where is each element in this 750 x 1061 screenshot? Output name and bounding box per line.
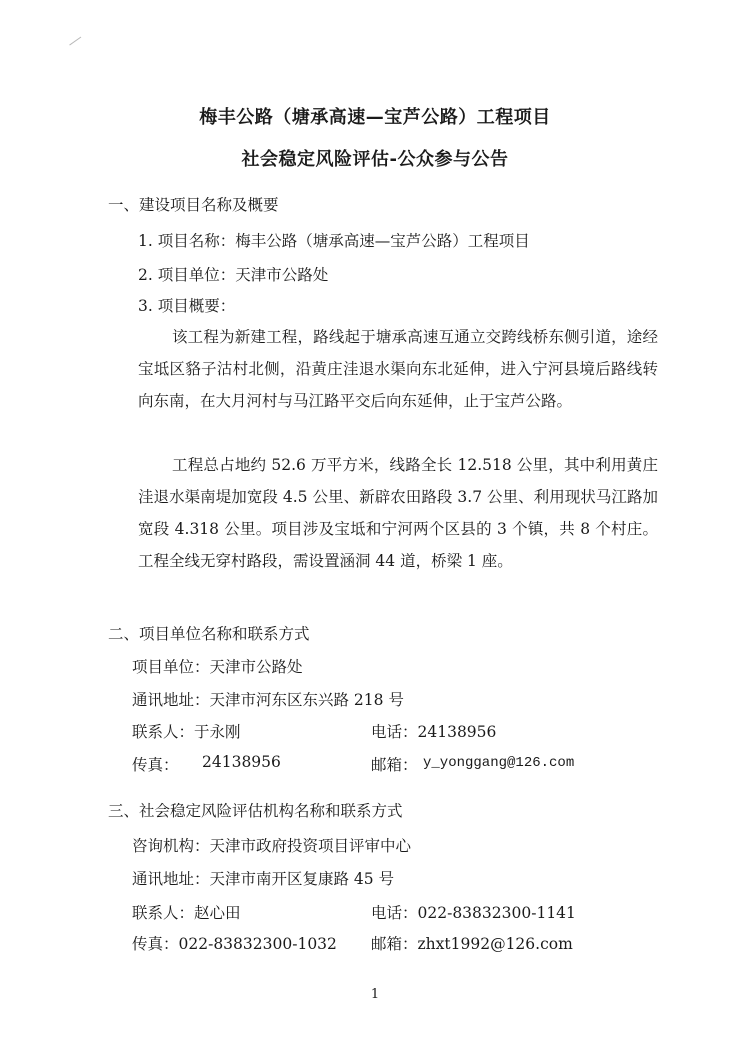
agency-phone: 电话：022-83832300-1141 — [371, 904, 576, 922]
unit-address: 通讯地址：天津市河东区东兴路 218 号 — [132, 691, 404, 709]
page-number: 1 — [370, 987, 380, 1002]
agency-email: 邮箱：zhxt1992@126.com — [371, 935, 573, 953]
unit-phone: 电话：24138956 — [371, 723, 497, 741]
section-3-heading: 三、社会稳定风险评估机构名称和联系方式 — [108, 802, 403, 820]
section-2-heading: 二、项目单位名称和联系方式 — [108, 625, 310, 643]
unit-name: 项目单位：天津市公路处 — [132, 658, 303, 676]
title-line-1: 梅丰公路（塘承高速—宝芦公路）工程项目 — [199, 107, 551, 128]
unit-fax-label: 传真： — [132, 756, 179, 774]
section-1-heading: 一、建设项目名称及概要 — [108, 196, 279, 214]
scan-mark — [69, 37, 84, 51]
agency-address: 通讯地址：天津市南开区复康路 45 号 — [132, 870, 395, 888]
unit-fax: 24138956 — [202, 753, 281, 771]
overview-paragraph-2: 工程总占地约 52.6 万平方米，线路全长 12.518 公里，其中利用黄庄洼退水渠南堤加宽段 4.5 公里、新辟农田路段 3.7 公里、利用现状马江路加宽段 4.318 公里。项目涉及宝坻和宁河两个区县的 3 个镇，共 8 个村庄。工程全线无穿村路段，需设置涵洞 44 道，桥梁 1 座。 — [138, 456, 658, 570]
overview-paragraph-1: 该工程为新建工程，路线起于塘承高速互通立交跨线桥东侧引道，途经宝坻区貉子沽村北侧，沿黄庄洼退水渠向东北延伸，进入宁河县境后路线转向东南，在大月河村与马江路平交后向东延伸，止于宝芦公路。 — [138, 328, 658, 410]
project-unit: 2. 项目单位：天津市公路处 — [138, 266, 329, 284]
agency-name: 咨询机构：天津市政府投资项目评审中心 — [132, 837, 412, 855]
project-overview-label: 3. 项目概要： — [138, 297, 236, 315]
project-name: 1. 项目名称：梅丰公路（塘承高速—宝芦公路）工程项目 — [138, 232, 530, 250]
agency-contact: 联系人：赵心田 — [132, 904, 241, 922]
unit-contact: 联系人：于永刚 — [132, 723, 241, 741]
title-line-2: 社会稳定风险评估-公众参与公告 — [241, 149, 509, 170]
unit-email: y_yonggang@126.com — [423, 755, 575, 771]
unit-email-label: 邮箱： — [371, 756, 418, 774]
agency-fax: 传真：022-83832300-1032 — [132, 935, 337, 953]
